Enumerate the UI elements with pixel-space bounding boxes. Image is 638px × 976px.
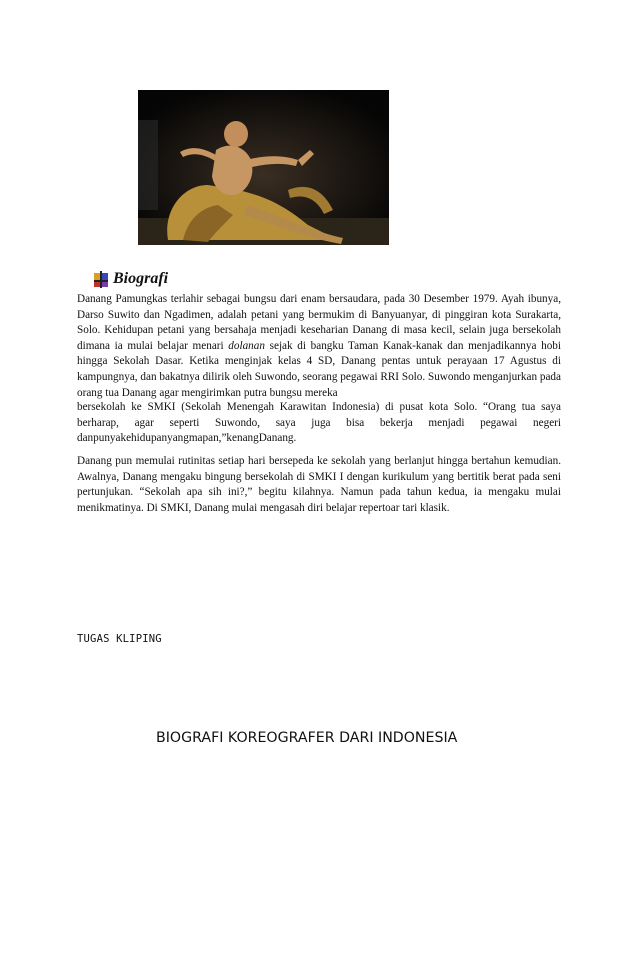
- document-title: BIOGRAFI KOREOGRAFER DARI INDONESIA: [156, 730, 458, 746]
- biography-heading-row: [93, 268, 168, 290]
- biography-paragraph-1: Danang Pamungkas terlahir sebagai bungsu dari enam bersaudara, pada 30 Desember 1979. Ayah ibunya, Darso Suwito dan Ngadimen, adalah petani yang bermukim di Banyuanyar, di pinggiran kota Surakarta, Solo. Kehidupan petani yang bersahaja menjadi keseharian Danang di masa kecil, selain juga bersekolah dimana ia mulai belajar menari dolanan sejak di bangku Taman Kanak-kanak dan menjadikannya hobi hingga Sekolah Dasar. Ketika menginjak kelas 4 SD, Danang pentas untuk perayaan 17 Agustus di kampungnya, dan bakatnya dilirik oleh Suwondo, seorang pegawai RRI Solo. Suwondo menganjurkan pada orang tua Danang agar mengirimkan putra bungsu mereka: [77, 293, 561, 399]
- dolanan-emphasis: dolanan: [228, 339, 265, 352]
- colored-bullet-icon: [93, 270, 109, 288]
- biography-paragraph-3: Danang pun memulai rutinitas setiap hari bersepeda ke sekolah yang berlanjut hingga bertahun kemudian. Awalnya, Danang mengaku bingung bersekolah di SMKI I dengan kurikulum yang bertitik berat pada seni pertunjukan. “Sekolah apa sih ini?,” begitu kilahnya. Namun pada tahun kedua, ia mengaku mulai menikmatinya. Di SMKI, Danang mulai mengasah diri belajar repertoar tari klasik.: [77, 455, 561, 514]
- dancer-photo: [138, 90, 389, 245]
- assignment-label: TUGAS KLIPING: [77, 633, 162, 645]
- biography-heading: Biografi: [113, 270, 169, 287]
- biography-paragraph-2: bersekolah ke SMKI (Sekolah Menengah Karawitan Indonesia) di pusat kota Solo. “Orang tua saya berharap, agar seperti Suwondo, saya juga bisa bekerja menjadi pegawai negeri danpunyakehidupanyangmapan,”kenangDanang.: [77, 401, 561, 445]
